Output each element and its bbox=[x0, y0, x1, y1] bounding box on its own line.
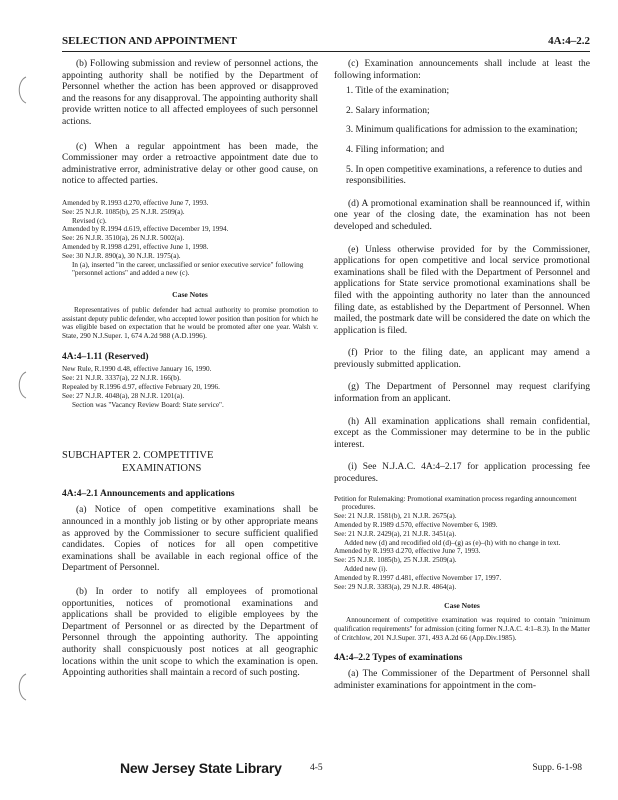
binder-hole-mark bbox=[14, 370, 28, 400]
subchapter-subtitle: EXAMINATIONS bbox=[122, 463, 202, 475]
paragraph-d: (d) A promotional examination shall be reannounced if, within one year of the closing date, the examination has not been developed and scheduled. bbox=[334, 198, 590, 232]
section-heading: 4A:4–2.2 Types of examinations bbox=[334, 653, 463, 664]
paragraph-c: (c) Examination announcements shall include at least the following information: bbox=[334, 59, 590, 81]
history-line: See: 30 N.J.R. 890(a), 30 N.J.R. 1975(a). bbox=[62, 251, 181, 260]
right-column bbox=[334, 55, 590, 692]
case-note: Announcement of competitive examination was required to contain "minimum qualification requirements" for admission (citing former N.J.A.C. 4:1–8.3). In the Matter of Critchlow, 201 N.J.Super. 371, 493 A.2d 66 (App.Div.1985). bbox=[334, 616, 590, 642]
history-line: See: 25 N.J.R. 1085(b), 25 N.J.R. 2509(a). bbox=[334, 556, 457, 565]
running-header bbox=[62, 35, 590, 52]
paragraph-h: (h) All examination applications shall remain confidential, except as the Commissioner may determine to be in the public interest. bbox=[334, 416, 590, 450]
paragraph-i: (i) See N.J.A.C. 4A:4–2.17 for application processing fee procedures. bbox=[334, 462, 590, 485]
binder-hole-mark bbox=[14, 75, 28, 105]
library-stamp: New Jersey State Library bbox=[120, 760, 282, 776]
paragraph-b: (b) In order to notify all employees of promotional opportunities, notices of promotional examinations and applications shall be provided to eligible employees by the Department of Personnel or as directed by the Department of Personnel through the appointing authority. The appointing authority shall conspicuously post notices at all geographic locations within the unit scope to which the examination is open. Appointing authorities shall maintain a record of such posting. bbox=[62, 587, 318, 679]
subchapter-heading bbox=[62, 449, 318, 475]
header-section-number: 4A:4–2.2 bbox=[548, 35, 590, 47]
history-note bbox=[62, 365, 318, 409]
paragraph-b: (b) Following submission and review of personnel actions, the appointing authority shall be notified by the Department of Personnel whether the action has been approved or disapproved and the reasons for any disapproval. The appointing authority shall provide written notice to all affected employees of such personnel actions. bbox=[62, 59, 318, 127]
case-notes-heading: Case Notes bbox=[444, 601, 480, 611]
history-line: Repealed by R.1996 d.97, effective February 20, 1996. bbox=[62, 383, 220, 392]
list-item: 3. Minimum qualifications for admission to the examination; bbox=[346, 125, 578, 136]
list-item: 5. In open competitive examinations, a reference to duties and responsibilities. bbox=[346, 164, 583, 187]
history-line: Amended by R.1997 d.481, effective November 17, 1997. bbox=[334, 573, 502, 582]
paragraph-f: (f) Prior to the filing date, an applicant may amend a previously submitted application. bbox=[334, 348, 590, 370]
history-line: See: 25 N.J.R. 1085(b), 25 N.J.R. 2509(a). bbox=[62, 207, 185, 216]
left-column bbox=[62, 55, 318, 680]
list-item: 2. Salary information; bbox=[346, 105, 430, 116]
history-line: In (a), inserted "in the career, unclassified or senior executive service" following "personnel actions" and added a new (c). bbox=[72, 260, 304, 278]
history-line: Revised (c). bbox=[72, 216, 107, 225]
history-line: New Rule, R.1990 d.48, effective January 16, 1990. bbox=[62, 365, 212, 374]
history-line: Petition for Rulemaking: Promotional examination process regarding announcement procedures. bbox=[334, 494, 577, 512]
subchapter-title: SUBCHAPTER 2. COMPETITIVE bbox=[62, 450, 214, 462]
history-line: See: 27 N.J.R. 4048(a), 28 N.J.R. 1201(a). bbox=[62, 391, 185, 400]
paragraph-a: (a) Notice of open competitive examinations shall be announced in a monthly job listing or by other appropriate means as approved by the Commissioner to secure sufficient qualified candidates. Copies of notices for all open competitive examinations shall be available in each regional office of the Department of Personnel. bbox=[62, 505, 318, 574]
history-line: Amended by R.1993 d.270, effective June 7, 1993. bbox=[62, 198, 209, 207]
binder-hole-mark bbox=[14, 672, 28, 702]
case-note: Representatives of public defender had actual authority to promise promotion to assistant deputy public defender, who accepted lower position than position for which he was eligible based on expectation that he would be promoted after one year. Walsh v. State, 290 N.J.Super. 1, 674 A.2d 988 (A.D.1996). bbox=[62, 306, 318, 340]
page-footer bbox=[62, 760, 590, 780]
history-line: Amended by R.1994 d.619, effective December 19, 1994. bbox=[62, 225, 229, 234]
history-line: See: 26 N.J.R. 3510(a), 26 N.J.R. 5002(a). bbox=[62, 234, 185, 243]
list-item: 1. Title of the examination; bbox=[346, 86, 450, 97]
history-line: Added new (d) and recodified old (d)–(g) as (e)–(h) with no change in text. bbox=[344, 538, 561, 547]
history-line: Amended by R.1998 d.291, effective June 1, 1998. bbox=[62, 242, 209, 251]
paragraph-g: (g) The Department of Personnel may request clarifying information from an applicant. bbox=[334, 382, 590, 405]
history-line: See: 21 N.J.R. 2429(a), 21 N.J.R. 3451(a). bbox=[334, 529, 457, 538]
history-line: Amended by R.1993 d.270, effective June 7, 1993. bbox=[334, 547, 481, 556]
history-line: Added new (i). bbox=[344, 565, 388, 573]
section-heading: 4A:4–2.1 Announcements and applications bbox=[62, 489, 235, 500]
paragraph-a: (a) The Commissioner of the Department of Personnel shall administer examinations for appointment in the com- bbox=[334, 669, 590, 691]
history-line: See: 29 N.J.R. 3383(a), 29 N.J.R. 4864(a). bbox=[334, 582, 457, 591]
section-heading: 4A:4–1.11 (Reserved) bbox=[62, 352, 149, 363]
requirements-list bbox=[334, 86, 590, 188]
history-line: Amended by R.1989 d.570, effective November 6, 1989. bbox=[334, 521, 498, 530]
history-note bbox=[334, 495, 590, 592]
page-number: 4-5 bbox=[310, 763, 323, 773]
case-notes-heading: Case Notes bbox=[172, 290, 208, 300]
header-title: SELECTION AND APPOINTMENT bbox=[62, 35, 237, 47]
paragraph-c: (c) When a regular appointment has been made, the Commissioner may order a retroactive appointment date due to administrative error, administrative delay or other good cause, on notice to affected parties. bbox=[62, 141, 318, 187]
paragraph-e: (e) Unless otherwise provided for by the Commissioner, applications for open competitive and local service promotional examinations shall be filed with the Department of Personnel and applications for State service promotional examinations shall be filed with the appointing authority no later than the announced filing date, as established by the Department of Personnel. When mailed, the postmark date will be considered the date on which the application is filed. bbox=[334, 244, 590, 336]
history-line: See: 21 N.J.R. 1581(b), 21 N.J.R. 2675(a). bbox=[334, 512, 457, 521]
supplement-date: Supp. 6-1-98 bbox=[532, 763, 582, 773]
history-line: See: 21 N.J.R. 3337(a), 22 N.J.R. 166(b). bbox=[62, 374, 181, 383]
history-line: Section was "Vacancy Review Board: State service". bbox=[72, 400, 224, 409]
list-item: 4. Filing information; and bbox=[346, 144, 445, 155]
history-note bbox=[62, 199, 318, 278]
